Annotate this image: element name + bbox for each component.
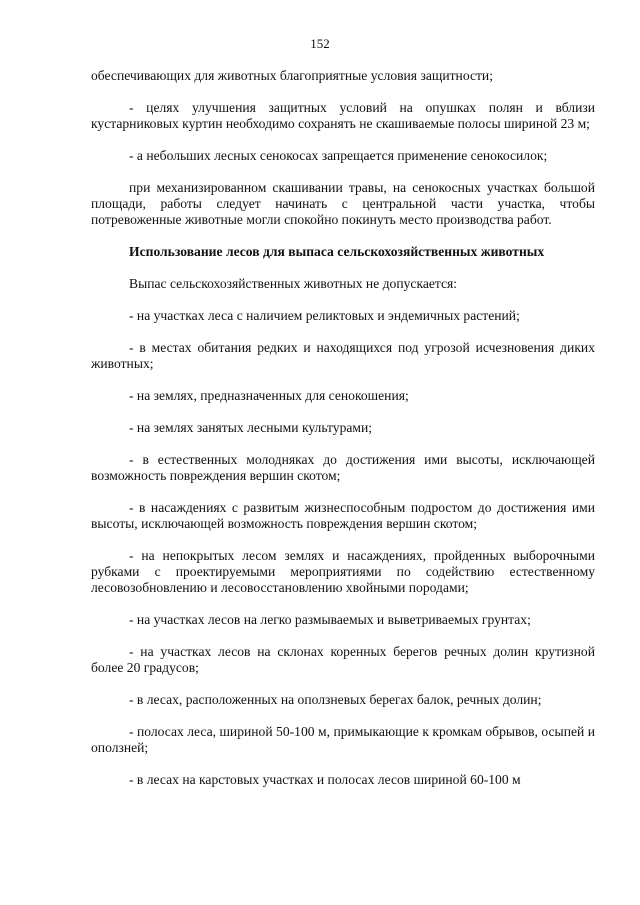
list-item: - полосах леса, шириной 50-100 м, примыкающие к кромкам обрывов, осыпей и оползней; [91,724,595,755]
page-number: 152 [310,36,330,51]
list-item: - в лесах, расположенных на оползневых берегах балок, речных долин; [129,692,542,707]
list-item-protective-strips: - целях улучшения защитных условий на опушках полян и вблизи кустарниковых куртин необходимо сохранять не скашиваемые полосы шириной 23 м; [91,100,595,131]
list-item: - на землях занятых лесными культурами; [129,420,373,435]
paragraph-continuation: обеспечивающих для животных благоприятные условия защитности; [91,68,493,83]
section-heading: Использование лесов для выпаса сельскохозяйственных животных [129,244,545,259]
list-item: - на землях, предназначенных для сенокошения; [129,388,409,403]
document-body [91,68,595,804]
list-item: - в лесах на карстовых участках и полосах лесов шириной 60-100 м [129,772,521,787]
list-item: - на непокрытых лесом землях и насаждениях, пройденных выборочными рубками с проектируемыми мероприятиями по содействию естественному лесовозобновлению и лесовосстановлению хвойными породами; [91,548,595,595]
paragraph-mowing-order: при механизированном скашивании травы, на сенокосных участках большой площади, работы следует начинать с центральной части участка, чтобы потревоженные животные могли спокойно покинуть место производства работ. [91,180,595,227]
list-item: - на участках лесов на легко размываемых и выветриваемых грунтах; [129,612,531,627]
list-item: - в естественных молодняках до достижения ими высоты, исключающей возможность повреждения вершин скотом; [91,452,595,483]
list-item-mowers-ban: - а небольших лесных сенокосах запрещается применение сенокосилок; [129,148,548,163]
list-item: - на участках леса с наличием реликтовых и эндемичных растений; [129,308,520,323]
list-item: - в местах обитания редких и находящихся под угрозой исчезновения диких животных; [91,340,595,371]
list-item: - на участках лесов на склонах коренных берегов речных долин крутизной более 20 градусов; [91,644,595,675]
list-item: - в насаждениях с развитым жизнеспособным подростом до достижения ими высоты, исключающей возможность повреждения вершин скотом; [91,500,595,531]
paragraph-grazing-intro: Выпас сельскохозяйственных животных не допускается: [129,276,458,291]
